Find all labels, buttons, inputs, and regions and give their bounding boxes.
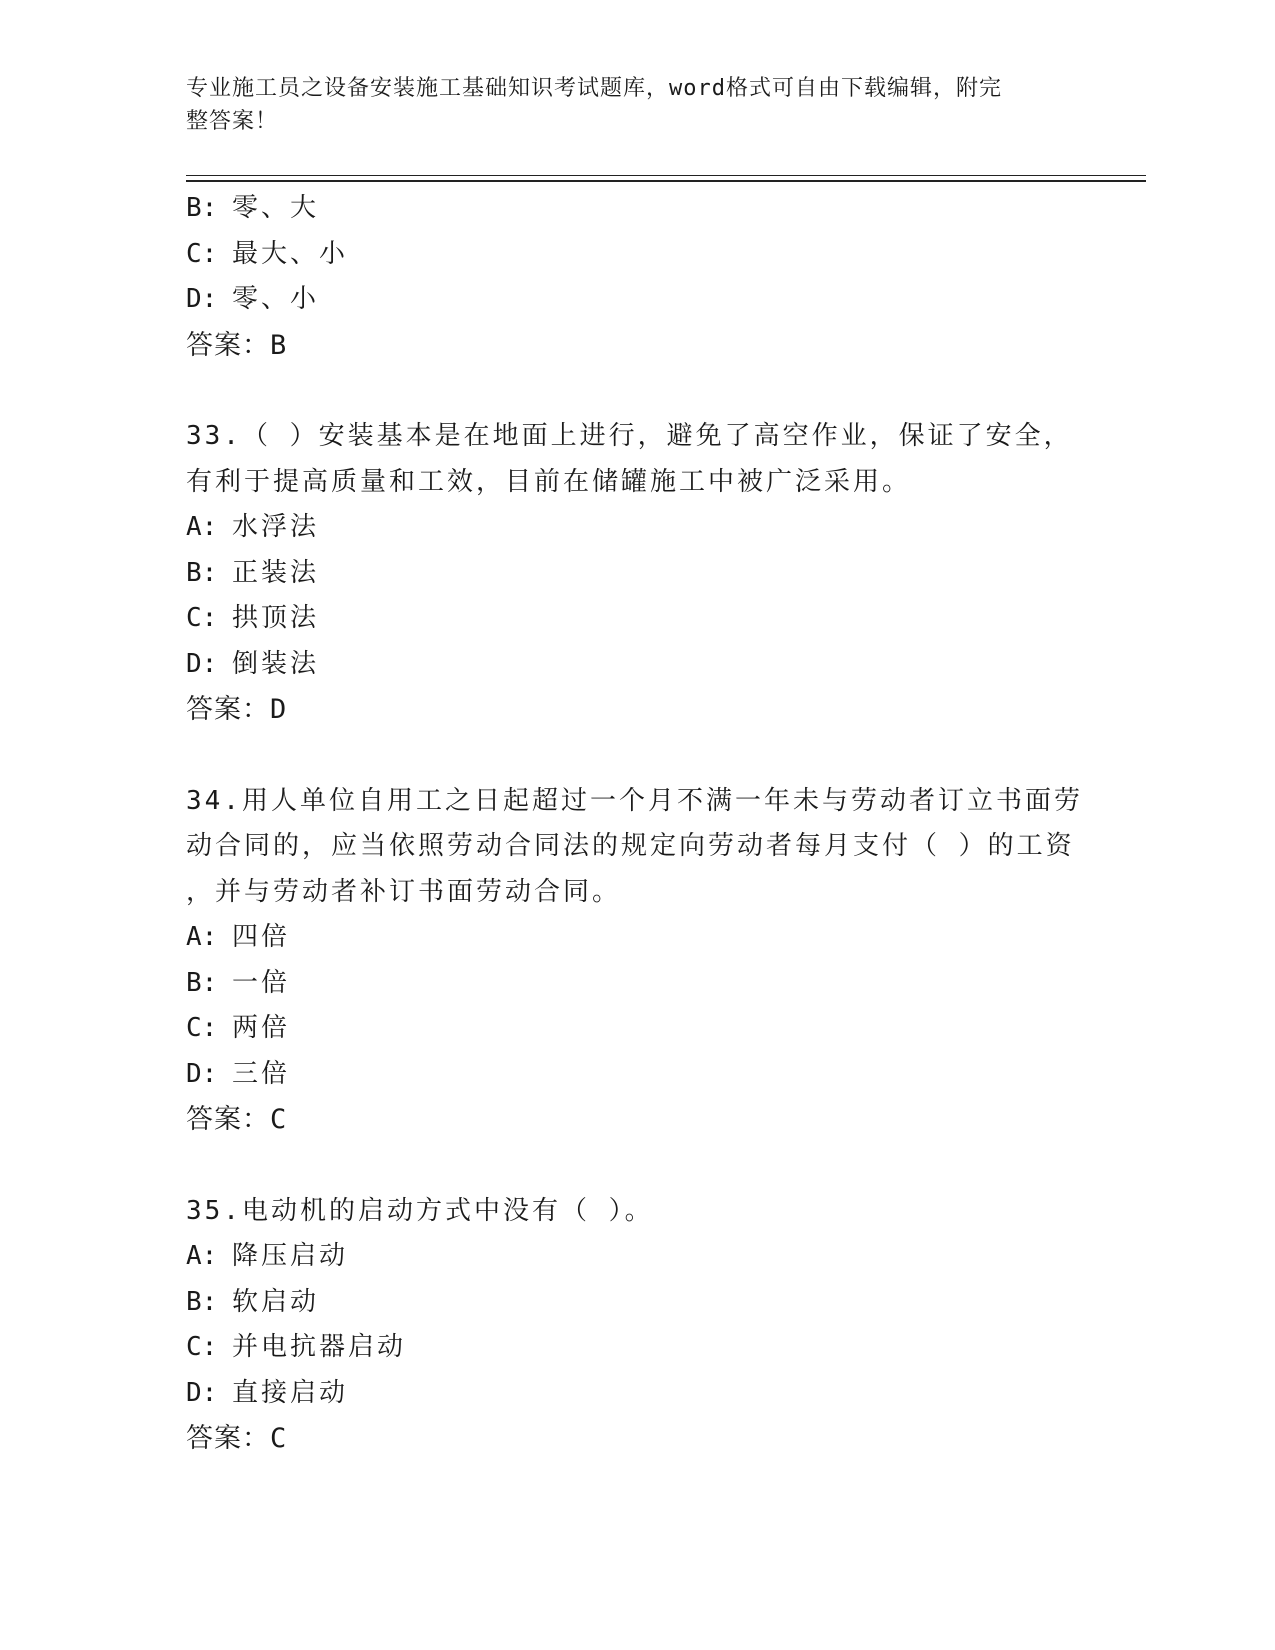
option-letter: B: bbox=[186, 557, 218, 588]
answer-line bbox=[186, 323, 1086, 369]
answer-value: D bbox=[270, 694, 288, 725]
question-text-line: 动合同的，应当依照劳动合同法的规定向劳动者每月支付（ ）的工资 bbox=[186, 831, 1075, 861]
option-text: 最大、小 bbox=[232, 238, 349, 269]
option-letter: D: bbox=[186, 648, 218, 679]
option-c bbox=[186, 232, 1086, 278]
question-text-line: 33.（ ）安装基本是在地面上进行，避免了高空作业，保证了安全， bbox=[186, 421, 1073, 451]
document-header bbox=[186, 72, 1066, 138]
option-text: 四倍 bbox=[232, 922, 291, 952]
question-32-partial bbox=[186, 186, 1086, 368]
option-b bbox=[186, 1280, 1086, 1326]
option-text: 软启动 bbox=[232, 1286, 320, 1317]
question-35 bbox=[186, 1189, 1086, 1462]
option-text: 零、小 bbox=[232, 284, 320, 314]
option-text: 直接启动 bbox=[232, 1377, 349, 1408]
option-letter: C: bbox=[186, 1332, 218, 1362]
option-letter: A: bbox=[186, 922, 218, 952]
answer-line bbox=[186, 1097, 1086, 1143]
option-text: 两倍 bbox=[232, 1013, 291, 1043]
option-b bbox=[186, 186, 1086, 232]
answer-label: 答案： bbox=[186, 1423, 270, 1454]
option-d bbox=[186, 277, 1086, 323]
question-text-line: 有利于提高质量和工效，目前在储罐施工中被广泛采用。 bbox=[186, 466, 912, 497]
header-line-1: 专业施工员之设备安装施工基础知识考试题库，word格式可自由下载编辑，附完 bbox=[186, 76, 1002, 101]
option-a bbox=[186, 915, 1086, 961]
option-b bbox=[186, 551, 1086, 597]
option-a bbox=[186, 1234, 1086, 1280]
question-34 bbox=[186, 779, 1086, 1143]
option-text: 拱顶法 bbox=[232, 603, 320, 633]
option-letter: D: bbox=[186, 284, 218, 314]
option-text: 一倍 bbox=[232, 967, 291, 998]
answer-label: 答案： bbox=[186, 694, 270, 725]
question-text-line: 35.电动机的启动方式中没有（ ）。 bbox=[186, 1195, 654, 1226]
option-letter: C: bbox=[186, 1013, 218, 1043]
answer-value: C bbox=[270, 1104, 288, 1135]
answer-value: B bbox=[270, 329, 288, 361]
question-text-line: ，并与劳动者补订书面劳动合同。 bbox=[186, 876, 622, 907]
option-letter: A: bbox=[186, 512, 218, 542]
option-text: 降压启动 bbox=[232, 1241, 349, 1271]
option-a bbox=[186, 505, 1086, 551]
option-letter: C: bbox=[186, 238, 218, 269]
option-text: 三倍 bbox=[232, 1058, 291, 1089]
option-text: 零、大 bbox=[232, 193, 320, 223]
option-text: 水浮法 bbox=[232, 512, 320, 542]
option-letter: B: bbox=[186, 1286, 218, 1317]
option-c bbox=[186, 1006, 1086, 1052]
option-letter: D: bbox=[186, 1058, 218, 1089]
option-letter: D: bbox=[186, 1377, 218, 1408]
option-d bbox=[186, 642, 1086, 688]
option-d bbox=[186, 1371, 1086, 1417]
header-divider-thin bbox=[186, 175, 1146, 176]
answer-label: 答案： bbox=[186, 329, 270, 361]
option-c bbox=[186, 596, 1086, 642]
option-letter: B: bbox=[186, 193, 218, 223]
option-letter: A: bbox=[186, 1241, 218, 1271]
option-text: 并电抗器启动 bbox=[232, 1332, 407, 1362]
answer-value: C bbox=[270, 1423, 288, 1454]
question-33 bbox=[186, 414, 1086, 733]
question-text-line: 34.用人单位自用工之日起超过一个月不满一年未与劳动者订立书面劳 bbox=[186, 785, 1083, 816]
option-text: 正装法 bbox=[232, 557, 320, 588]
option-b bbox=[186, 961, 1086, 1007]
option-c bbox=[186, 1325, 1086, 1371]
option-text: 倒装法 bbox=[232, 648, 320, 679]
option-d bbox=[186, 1052, 1086, 1098]
answer-line bbox=[186, 687, 1086, 733]
option-letter: B: bbox=[186, 967, 218, 998]
header-divider-thick bbox=[186, 180, 1146, 182]
question-list bbox=[186, 186, 1086, 1462]
option-letter: C: bbox=[186, 603, 218, 633]
header-line-2: 整答案！ bbox=[186, 109, 279, 134]
answer-label: 答案： bbox=[186, 1104, 270, 1135]
answer-line bbox=[186, 1416, 1086, 1462]
